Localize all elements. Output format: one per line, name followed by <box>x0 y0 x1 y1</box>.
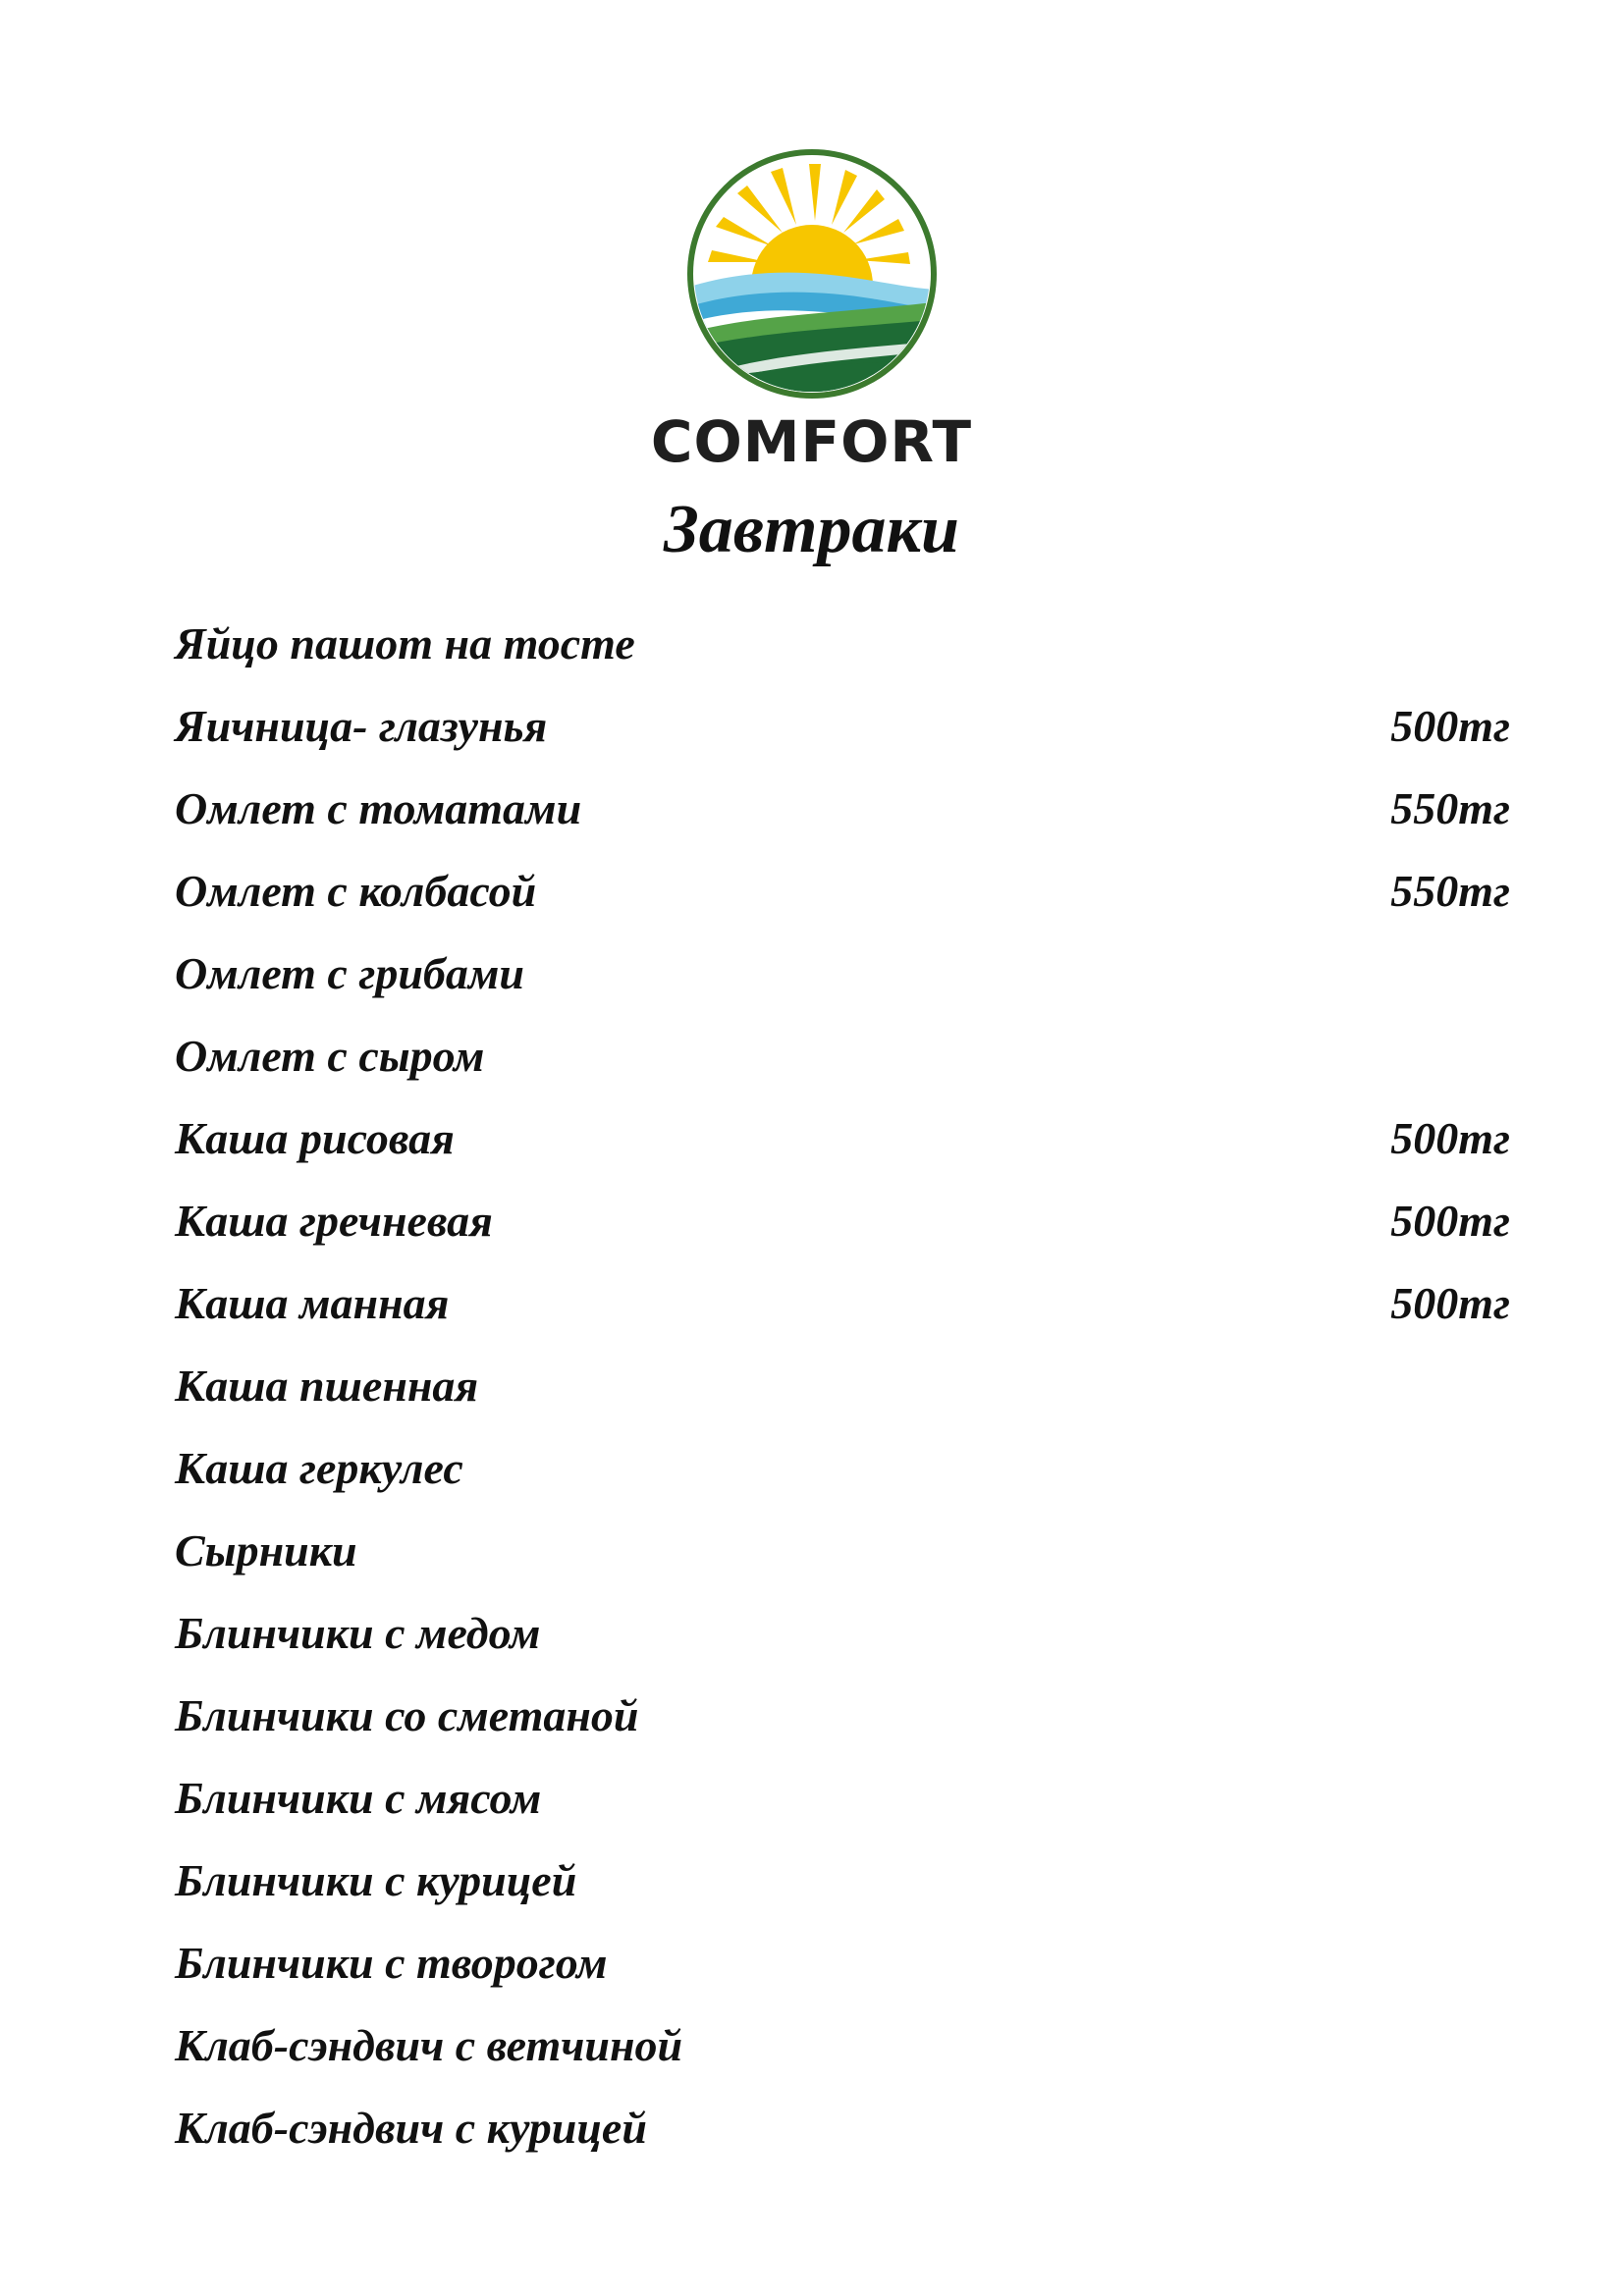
menu-item <box>175 1345 1510 1427</box>
menu-item <box>175 2087 1510 2169</box>
brand-name: COMFORT <box>650 408 973 475</box>
menu-item <box>175 1757 1510 1840</box>
menu-list <box>175 603 1510 2169</box>
menu-item-name: Клаб-сэндвич с курицей <box>175 2103 647 2153</box>
menu-item-name: Омлет с колбасой <box>175 866 537 916</box>
menu-item-name: Омлет с грибами <box>175 948 524 998</box>
menu-item-price: 500тг <box>1390 1113 1510 1163</box>
menu-item-name: Каша пшенная <box>175 1361 479 1411</box>
sun-landscape-logo-icon <box>680 142 944 405</box>
menu-item-name: Блинчики со сметаной <box>175 1690 639 1740</box>
menu-item-name: Каша рисовая <box>175 1113 455 1163</box>
menu-item <box>175 1510 1510 1592</box>
menu-item-name: Яйцо пашот на тосте <box>175 618 635 668</box>
menu-item-name: Каша манная <box>175 1278 450 1328</box>
menu-item-price: 500тг <box>1390 1196 1510 1246</box>
menu-item-name: Блинчики с медом <box>175 1608 541 1658</box>
menu-item <box>175 1922 1510 2004</box>
menu-item-price: 500тг <box>1390 1278 1510 1328</box>
menu-item <box>175 1180 1510 1262</box>
section-title: Завтраки <box>664 492 959 567</box>
menu-item-name: Клаб-сэндвич с ветчиной <box>175 2020 683 2070</box>
menu-item-name: Сырники <box>175 1525 357 1575</box>
menu-item-name: Яичница- глазунья <box>175 701 548 751</box>
menu-item <box>175 1592 1510 1675</box>
menu-item <box>175 685 1510 768</box>
menu-item <box>175 1675 1510 1757</box>
menu-item <box>175 850 1510 933</box>
menu-item <box>175 768 1510 850</box>
menu-item <box>175 1262 1510 1345</box>
menu-item <box>175 1840 1510 1922</box>
menu-item-price: 550тг <box>1390 866 1510 916</box>
menu-item-name: Блинчики с творогом <box>175 1938 608 1988</box>
brand-logo-block <box>0 142 1623 475</box>
menu-item-price: 550тг <box>1390 783 1510 833</box>
menu-item-name: Блинчики с мясом <box>175 1773 542 1823</box>
menu-item-price: 500тг <box>1390 701 1510 751</box>
menu-item-name: Каша гречневая <box>175 1196 493 1246</box>
menu-item <box>175 2004 1510 2087</box>
menu-item-name: Блинчики с курицей <box>175 1855 577 1905</box>
menu-item <box>175 933 1510 1015</box>
menu-item-name: Каша геркулес <box>175 1443 463 1493</box>
menu-item <box>175 1427 1510 1510</box>
menu-item <box>175 603 1510 685</box>
menu-item <box>175 1097 1510 1180</box>
menu-item <box>175 1015 1510 1097</box>
menu-item-name: Омлет с сыром <box>175 1031 485 1081</box>
menu-item-name: Омлет с томатами <box>175 783 582 833</box>
